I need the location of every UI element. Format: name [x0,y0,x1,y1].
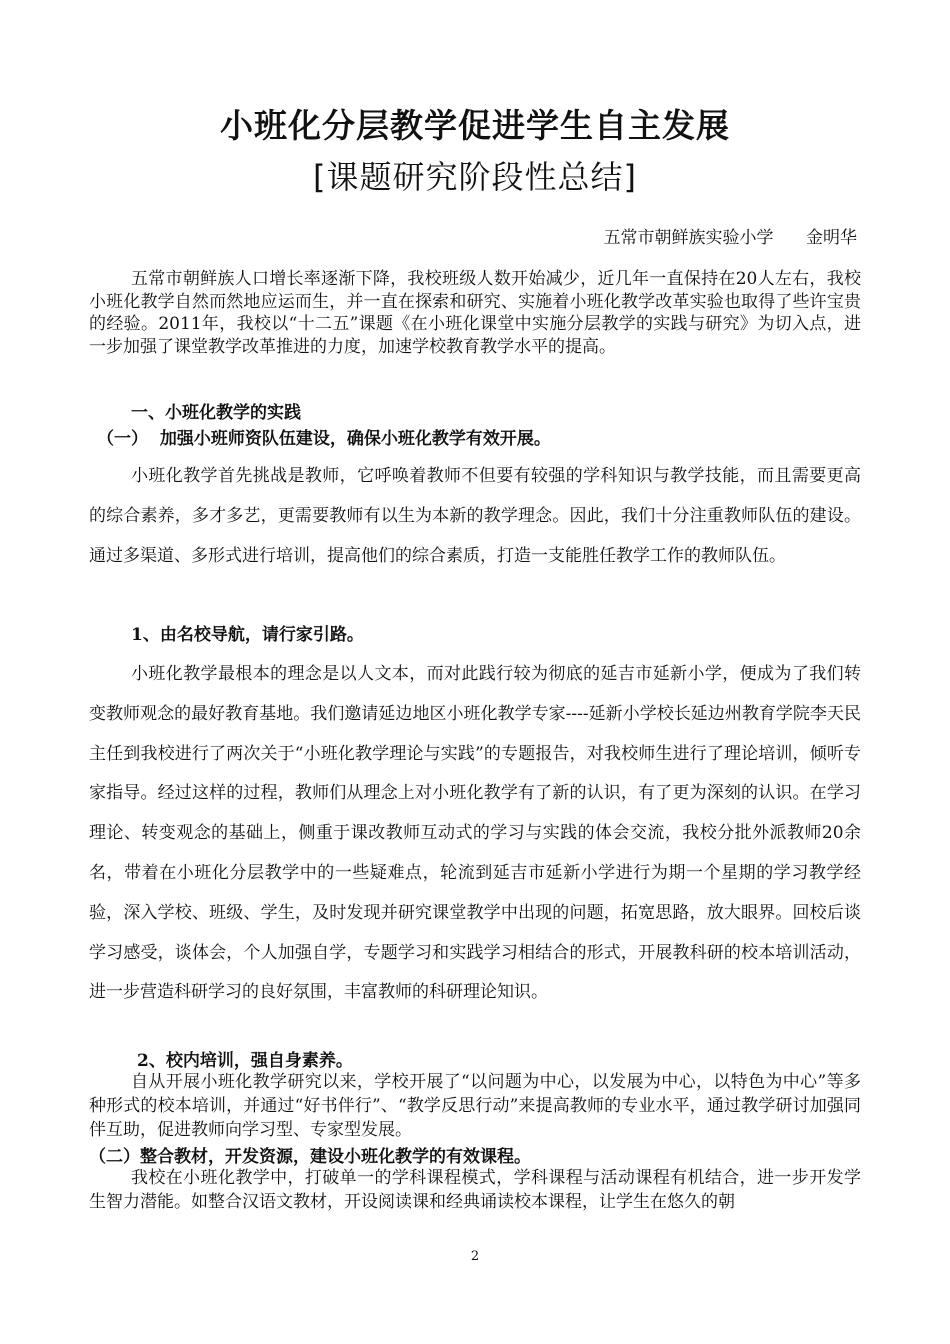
paragraph-intro: 五常市朝鲜族人口增长率逐渐下降，我校班级人数开始减少，近几年一直保持在20人左右，我校小班化教学自然而然地应运而生，并一直在探索和研究、实施着小班化教学改革实验也取得了些许宝贵的经验。2011年，我校以“十二五”课题《在小班化课堂中实施分层教学的实践与研究》为切入点，进一步加强了课堂教学改革推进的力度，加速学校教育教学水平的提高。 [89,269,861,357]
page-number: 2 [470,1249,480,1264]
item-heading-1: 1、由名校导航，请行家引路。 [131,625,364,645]
subsection-heading-1-1: （一） 加强小班师资队伍建设，确保小班化教学有效开展。 [97,429,551,449]
paragraph-curriculum: 我校在小班化教学中，打破单一的学科课程模式，学科课程与活动课程有机结合，进一步开发学生智力潜能。如整合汉语文教材，开设阅读课和经典诵读校本课程，让学生在悠久的朝 [89,1168,861,1212]
paragraph-famous-school: 小班化教学最根本的理念是以人文本，而对此践行较为彻底的延吉市延新小学，便成为了我们转变教师观念的最好教育基地。我们邀请延边地区小班化教学专家----延新小学校长延边州教育学院李天民主任到我校进行了两次关于“小班化教学理论与实践”的专题报告，对我校师生进行了理论培训，倾听专家指导。经过这样的过程，教师们从理念上对小班化教学有了新的认识，有了更为深刻的认识。在学习理论、转变观念的基础上，侧重于课改教师互动式的学习与实践的体会交流，我校分批外派教师20余名，带着在小班化分层教学中的一些疑难点，轮流到延吉市延新小学进行为期一个星期的学习教学经验，深入学校、班级、学生，及时发现并研究课堂教学中出现的问题，拓宽思路，放大眼界。回校后谈学习感受，谈体会，个人加强自学，专题学习和实践学习相结合的形式，开展教科研的校本培训活动，进一步营造科研学习的良好氛围，丰富教师的科研理论知识。 [89,664,861,1003]
section-heading-1: 一、小班化教学的实践 [131,403,301,423]
item-heading-2: 2、校内培训，强自身素养。 [137,1051,353,1071]
paragraph-teacher-team: 小班化教学首先挑战是教师，它呼唤着教师不但要有较强的学科知识与教学技能，而且需要更高的综合素养，多才多艺，更需要教师有以生为本新的教学理念。因此，我们十分注重教师队伍的建设。通过多渠道、多形式进行培训，提高他们的综合素质，打造一支能胜任教学工作的教师队伍。 [89,466,861,566]
document-subtitle: [课题研究阶段性总结] [313,158,637,196]
document-title: 小班化分层教学促进学生自主发展 [220,106,730,145]
author-byline: 五常市朝鲜族实验小学 金明华 [603,228,857,248]
subsection-heading-1-2: （二）整合教材，开发资源，建设小班化教学的有效课程。 [89,1147,531,1167]
paragraph-school-training: 自从开展小班化教学研究以来，学校开展了“以问题为中心，以发展为中心，以特色为中心”等多种形式的校本培训，并通过“好书伴行”、“教学反思行动”来提高教师的专业水平，通过教学研讨加强同伴互助，促进教师向学习型、专家型发展。 [89,1072,861,1140]
